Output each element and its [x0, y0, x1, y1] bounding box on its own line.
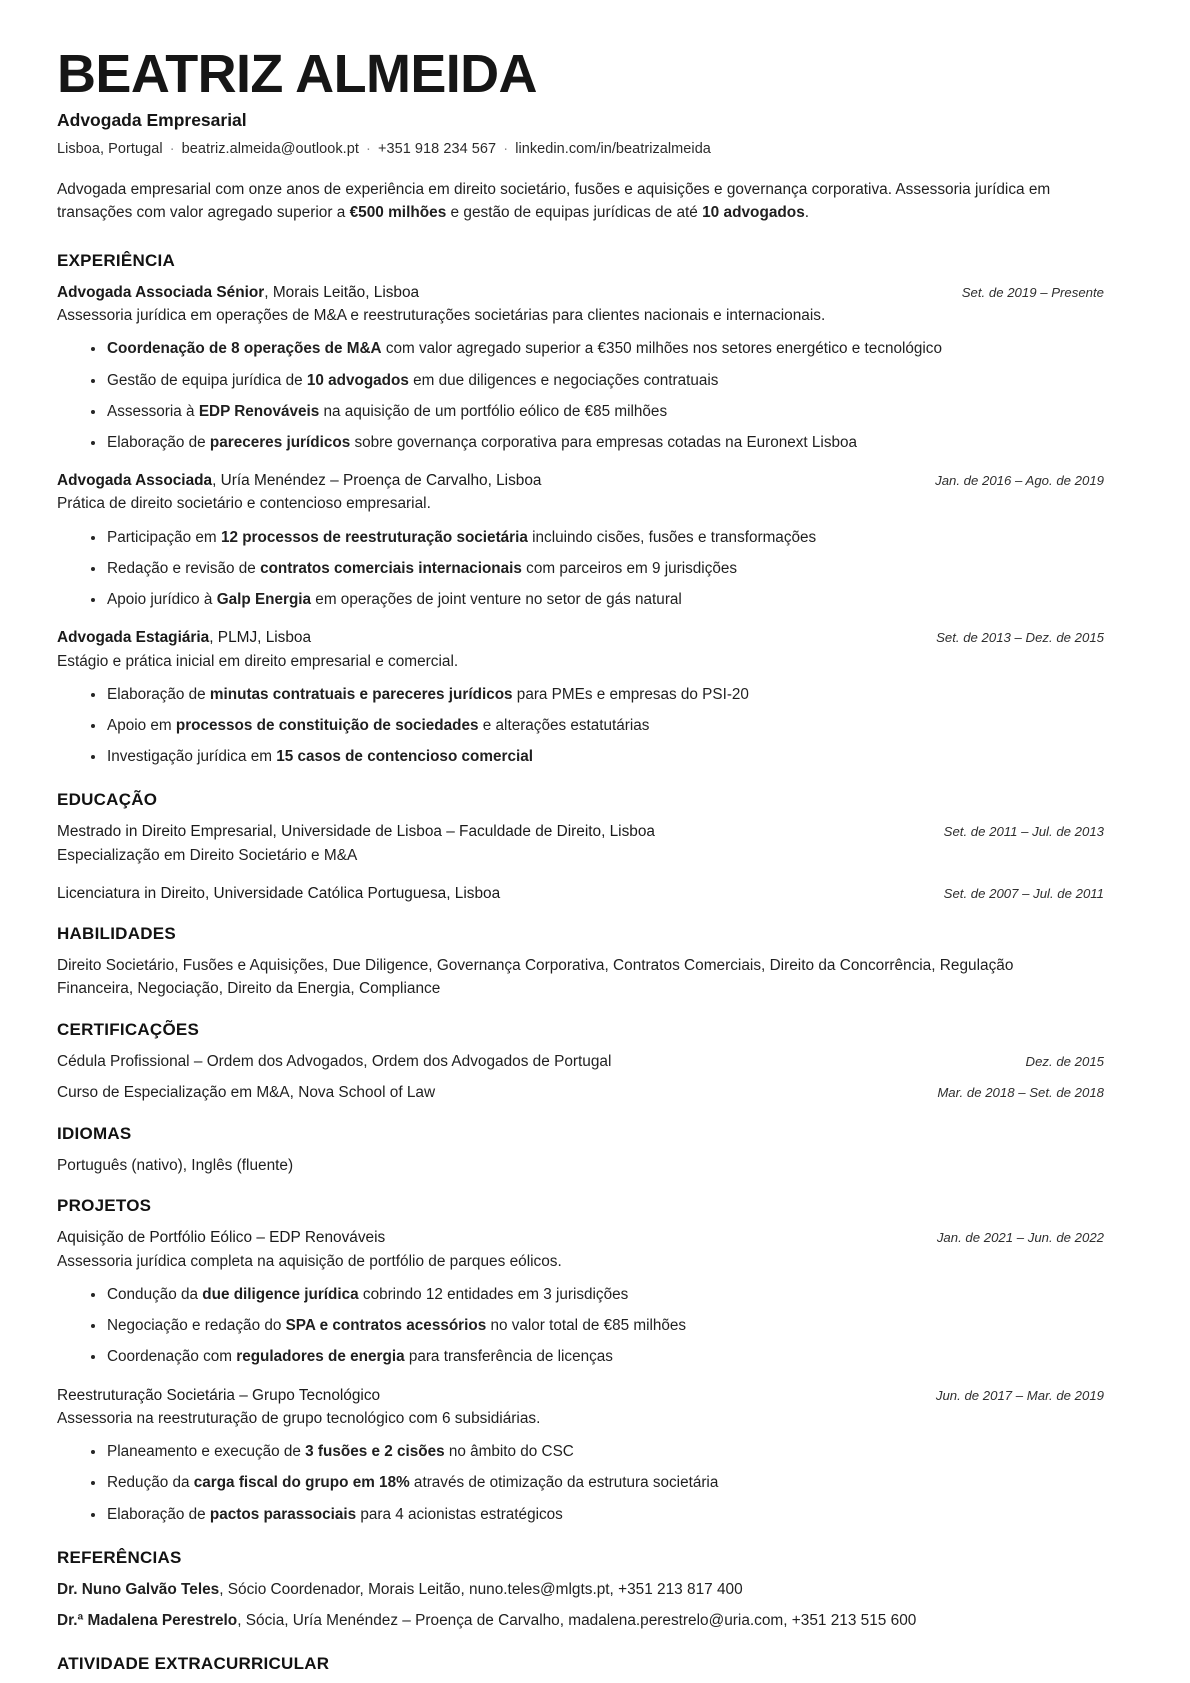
education-date: Set. de 2011 – Jul. de 2013 — [943, 824, 1104, 840]
bullet-text: na aquisição de um portfólio eólico de €85 milhões — [319, 402, 668, 420]
experience-title — [57, 470, 917, 492]
certification-entry — [57, 1082, 1104, 1104]
reference-name: Dr.ª Madalena Perestrelo — [57, 1612, 238, 1630]
bullet-item — [91, 401, 1104, 423]
section-skills — [57, 924, 1104, 1001]
bullet-highlight: Coordenação de 8 operações de M&A — [107, 340, 382, 358]
experience-description: Estágio e prática inicial em direito empresarial e comercial. — [57, 652, 459, 670]
candidate-name: BEATRIZ ALMEIDA — [57, 44, 537, 104]
contact-separator-1: · — [169, 141, 175, 158]
bullet-highlight: 10 advogados — [306, 371, 409, 389]
education-degree: Licenciatura in Direito, Universidade Católica Portuguesa, Lisboa — [57, 885, 501, 903]
bullet-item — [91, 1472, 1104, 1494]
contact-email[interactable]: beatriz.almeida@outlook.pt — [181, 141, 359, 158]
contact-line — [57, 141, 1104, 157]
bullet-item — [91, 338, 1104, 360]
experience-header — [57, 627, 1104, 649]
project-entry — [57, 1385, 1104, 1526]
project-entry — [57, 1227, 1104, 1368]
section-projects — [57, 1196, 1104, 1525]
candidate-headline: Advogada Empresarial — [57, 110, 247, 131]
section-languages — [57, 1124, 1104, 1178]
project-date: Jan. de 2021 – Jun. de 2022 — [936, 1230, 1104, 1246]
education-degree: Mestrado in Direito Empresarial, Universidade de Lisboa – Faculdade de Direito, Lisboa — [57, 823, 655, 841]
section-title-experience: EXPERIÊNCIA — [57, 250, 175, 270]
contact-separator-3: · — [503, 141, 509, 158]
education-detail: Especialização em Direito Societário e M&A — [57, 846, 358, 864]
experience-company: , PLMJ, Lisboa — [209, 629, 312, 647]
bullet-item — [91, 746, 1104, 768]
bullet-item — [91, 1346, 1104, 1368]
summary-text-3: . — [804, 203, 810, 221]
experience-title — [57, 627, 918, 649]
experience-header — [57, 470, 1104, 492]
project-name: Reestruturação Societária – Grupo Tecnológico — [57, 1386, 381, 1404]
reference-entry — [57, 1610, 1104, 1632]
experience-role: Advogada Estagiária — [57, 629, 210, 647]
contact-separator-2: · — [366, 141, 371, 158]
bullet-text: Apoio jurídico à — [107, 591, 217, 609]
bullet-highlight: EDP Renováveis — [198, 402, 320, 420]
contact-location: Lisboa, Portugal — [57, 141, 163, 158]
bullet-item — [91, 589, 1104, 611]
certification-entry — [57, 1051, 1104, 1073]
bullet-item — [91, 1315, 1104, 1337]
bullet-text: Investigação jurídica em — [107, 748, 277, 766]
reference-detail: , Sócia, Uría Menéndez – Proença de Carvalho, madalena.perestrelo@uria.com, +351 213 515 600 — [237, 1612, 917, 1630]
summary-highlight-2: 10 advogados — [702, 203, 805, 221]
section-references — [57, 1548, 1104, 1633]
bullet-text: Apoio em — [107, 717, 176, 735]
bullet-text: Condução da — [107, 1286, 203, 1304]
contact-linkedin[interactable]: linkedin.com/in/beatrizalmeida — [515, 141, 711, 158]
summary-highlight-1: €500 milhões — [349, 203, 447, 221]
experience-entry — [57, 627, 1104, 768]
certification-name: Curso de Especialização em M&A, Nova School of Law — [57, 1084, 436, 1102]
bullet-text: Negociação e redação do — [107, 1317, 286, 1335]
education-header — [57, 821, 1104, 843]
bullet-highlight: Galp Energia — [216, 591, 312, 609]
experience-date: Set. de 2019 – Presente — [961, 284, 1104, 300]
bullet-text: com valor agregado superior a €350 milhões nos setores energético e tecnológico — [381, 340, 942, 358]
bullet-highlight: pactos parassociais — [209, 1505, 357, 1523]
certification-date: Mar. de 2018 – Set. de 2018 — [937, 1085, 1104, 1101]
project-description: Assessoria na reestruturação de grupo tecnológico com 6 subsidiárias. — [57, 1409, 541, 1427]
project-name: Aquisição de Portfólio Eólico – EDP Renováveis — [57, 1229, 386, 1247]
section-education — [57, 790, 1104, 905]
experience-role: Advogada Associada Sénior — [57, 283, 265, 301]
bullet-highlight: pareceres jurídicos — [209, 433, 351, 451]
education-entry — [57, 883, 1104, 905]
languages-text: Português (nativo), Inglês (fluente) — [57, 1156, 294, 1174]
bullet-text: para 4 acionistas estratégicos — [356, 1505, 563, 1523]
experience-description: Assessoria jurídica em operações de M&A e reestruturações societárias para clientes nacionais e internacionais. — [57, 307, 826, 325]
bullet-item — [91, 432, 1104, 454]
experience-company: , Uría Menéndez – Proença de Carvalho, Lisboa — [212, 472, 542, 490]
experience-entry — [57, 282, 1104, 454]
bullet-highlight: 3 fusões e 2 cisões — [305, 1443, 445, 1461]
experience-bullet-list — [57, 527, 1104, 612]
bullet-text: Gestão de equipa jurídica de — [107, 371, 307, 389]
bullet-highlight: carga fiscal do grupo em 18% — [193, 1474, 410, 1492]
education-date: Set. de 2007 – Jul. de 2011 — [943, 886, 1104, 902]
section-title-extracurricular: ATIVIDADE EXTRACURRICULAR — [57, 1654, 330, 1674]
bullet-item — [91, 1504, 1104, 1526]
reference-name: Dr. Nuno Galvão Teles — [57, 1580, 220, 1598]
bullet-highlight: SPA e contratos acessórios — [285, 1317, 487, 1335]
bullet-highlight: 12 processos de reestruturação societária — [220, 528, 528, 546]
bullet-highlight: 15 casos de contencioso comercial — [276, 748, 533, 766]
bullet-highlight: due diligence jurídica — [202, 1286, 359, 1304]
section-experience — [57, 251, 1104, 769]
project-description: Assessoria jurídica completa na aquisição de portfólio de parques eólicos. — [57, 1252, 562, 1270]
education-header — [57, 883, 1104, 905]
experience-bullet-list — [57, 684, 1104, 769]
bullet-text: em due diligences e negociações contratuais — [408, 371, 719, 389]
project-date: Jun. de 2017 – Mar. de 2019 — [935, 1387, 1104, 1403]
page-left-margin — [0, 0, 12, 1683]
summary-text-2: e gestão de equipas jurídicas de até — [446, 203, 703, 221]
bullet-highlight: processos de constituição de sociedades — [175, 717, 479, 735]
bullet-highlight: minutas contratuais e pareceres jurídicos — [209, 685, 513, 703]
professional-summary — [57, 179, 1072, 225]
education-entry-list — [57, 821, 1104, 905]
bullet-text: cobrindo 12 entidades em 3 jurisdições — [358, 1286, 629, 1304]
bullet-text: no valor total de €85 milhões — [486, 1317, 687, 1335]
experience-bullet-list — [57, 338, 1104, 454]
bullet-item — [91, 715, 1104, 737]
bullet-item — [91, 558, 1104, 580]
bullet-highlight: contratos comerciais internacionais — [260, 559, 522, 577]
experience-title — [57, 282, 944, 304]
bullet-item — [91, 684, 1104, 706]
bullet-text: através de otimização da estrutura societária — [409, 1474, 719, 1492]
section-certifications — [57, 1020, 1104, 1105]
bullet-text: incluindo cisões, fusões e transformações — [527, 528, 817, 546]
experience-company: , Morais Leitão, Lisboa — [264, 283, 420, 301]
experience-description: Prática de direito societário e contencioso empresarial. — [57, 495, 431, 513]
section-title-skills: HABILIDADES — [57, 924, 176, 944]
bullet-text: Coordenação com — [107, 1348, 237, 1366]
project-header — [57, 1385, 1104, 1407]
bullet-text: em operações de joint venture no setor de gás natural — [311, 591, 682, 609]
section-title-certifications: CERTIFICAÇÕES — [57, 1020, 200, 1040]
bullet-text: Redução da — [107, 1474, 194, 1492]
reference-list — [57, 1579, 1104, 1633]
section-extracurricular — [57, 1654, 1104, 1674]
resume-header — [57, 46, 1104, 157]
section-title-languages: IDIOMAS — [57, 1123, 132, 1143]
bullet-text: Assessoria à — [107, 402, 199, 420]
project-bullet-list — [57, 1441, 1104, 1526]
project-entry-list — [57, 1227, 1104, 1525]
bullet-text: com parceiros em 9 jurisdições — [521, 559, 738, 577]
bullet-text: Elaboração de — [107, 433, 210, 451]
bullet-text: no âmbito do CSC — [444, 1443, 574, 1461]
bullet-text: Elaboração de — [107, 1505, 210, 1523]
contact-phone[interactable]: +351 918 234 567 — [377, 141, 497, 158]
summary-text-1: Advogada empresarial com onze anos de experiência em direito societário, fusões e aquisições e governança corporativa. Assessoria jurídica em transações com valor agregado superior a — [57, 181, 1051, 221]
education-entry — [57, 821, 1104, 867]
bullet-item — [91, 527, 1104, 549]
experience-date: Jan. de 2016 – Ago. de 2019 — [935, 473, 1104, 489]
section-title-projects: PROJETOS — [57, 1196, 152, 1216]
experience-entry-list — [57, 282, 1104, 769]
bullet-text: Redação e revisão de — [107, 559, 261, 577]
bullet-item — [91, 1441, 1104, 1463]
reference-detail: , Sócio Coordenador, Morais Leitão, nuno.teles@mlgts.pt, +351 213 817 400 — [219, 1580, 743, 1598]
experience-date: Set. de 2013 – Dez. de 2015 — [936, 630, 1104, 646]
bullet-highlight: reguladores de energia — [236, 1348, 405, 1366]
bullet-item — [91, 1284, 1104, 1306]
bullet-text: para PMEs e empresas do PSI-20 — [512, 685, 749, 703]
reference-entry — [57, 1579, 1104, 1601]
experience-header — [57, 282, 1104, 304]
section-title-references: REFERÊNCIAS — [57, 1547, 182, 1567]
experience-entry — [57, 470, 1104, 611]
project-bullet-list — [57, 1284, 1104, 1369]
bullet-text: para transferência de licenças — [404, 1348, 613, 1366]
bullet-text: sobre governança corporativa para empresas cotadas na Euronext Lisboa — [350, 433, 858, 451]
project-header — [57, 1227, 1104, 1249]
skills-text: Direito Societário, Fusões e Aquisições, Due Diligence, Governança Corporativa, Contratos Comerciais, Direito da Concorrência, Regulação Financeira, Negociação, Direito da Energia, Compliance — [57, 957, 1014, 998]
bullet-text: Participação em — [107, 528, 221, 546]
section-title-education: EDUCAÇÃO — [57, 790, 158, 810]
experience-role: Advogada Associada — [57, 472, 213, 490]
bullet-text: e alterações estatutárias — [478, 717, 650, 735]
certification-list — [57, 1051, 1104, 1105]
certification-name: Cédula Profissional – Ordem dos Advogados, Ordem dos Advogados de Portugal — [57, 1053, 612, 1071]
bullet-text: Elaboração de — [107, 685, 210, 703]
bullet-item — [91, 370, 1104, 392]
bullet-text: Planeamento e execução de — [107, 1443, 306, 1461]
certification-date: Dez. de 2015 — [1025, 1054, 1104, 1070]
